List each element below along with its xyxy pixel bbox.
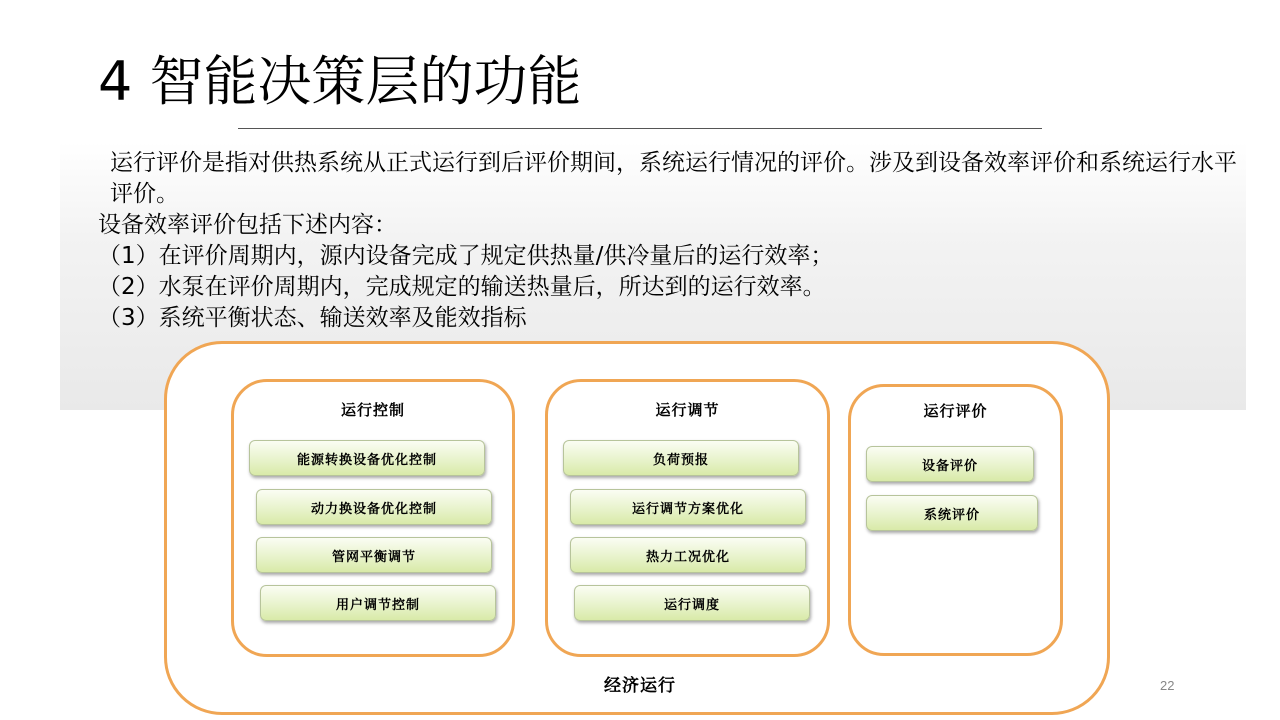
group-title-operation-control: 运行控制 <box>340 401 405 419</box>
body-text <box>98 148 1248 334</box>
item-user-control[interactable]: 用户调节控制 <box>260 585 496 621</box>
title-divider <box>238 128 1042 129</box>
paragraph-item-2: （2）水泵在评价周期内，完成规定的输送热量后，所达到的运行效率。 <box>98 274 826 300</box>
item-equipment-evaluation[interactable]: 设备评价 <box>866 446 1034 482</box>
paragraph-heading: 设备效率评价包括下述内容： <box>98 212 397 238</box>
item-network-balance[interactable]: 管网平衡调节 <box>256 537 492 573</box>
item-load-forecast[interactable]: 负荷预报 <box>563 440 799 476</box>
paragraph-intro: 运行评价是指对供热系统从正式运行到后评价期间，系统运行情况的评价。涉及到设备效率评价和系统运行水平评价。 <box>110 150 1237 207</box>
group-title-operation-regulation: 运行调节 <box>655 401 720 419</box>
page-number: 22 <box>1160 678 1175 693</box>
item-thermal-optimization[interactable]: 热力工况优化 <box>570 537 806 573</box>
paragraph-item-3: （3）系统平衡状态、输送效率及能效指标 <box>98 305 527 331</box>
slide-title: 4 智能决策层的功能 <box>98 50 582 113</box>
item-dispatch[interactable]: 运行调度 <box>574 585 810 621</box>
group-title-operation-evaluation: 运行评价 <box>923 402 988 420</box>
item-system-evaluation[interactable]: 系统评价 <box>866 495 1038 531</box>
paragraph-item-1: （1）在评价周期内，源内设备完成了规定供热量/供冷量后的运行效率； <box>98 243 834 269</box>
item-energy-conversion-control[interactable]: 能源转换设备优化控制 <box>249 440 485 476</box>
economic-operation-label: 经济运行 <box>604 676 676 696</box>
item-regulation-optimization[interactable]: 运行调节方案优化 <box>570 489 806 525</box>
item-power-equipment-control[interactable]: 动力换设备优化控制 <box>256 489 492 525</box>
